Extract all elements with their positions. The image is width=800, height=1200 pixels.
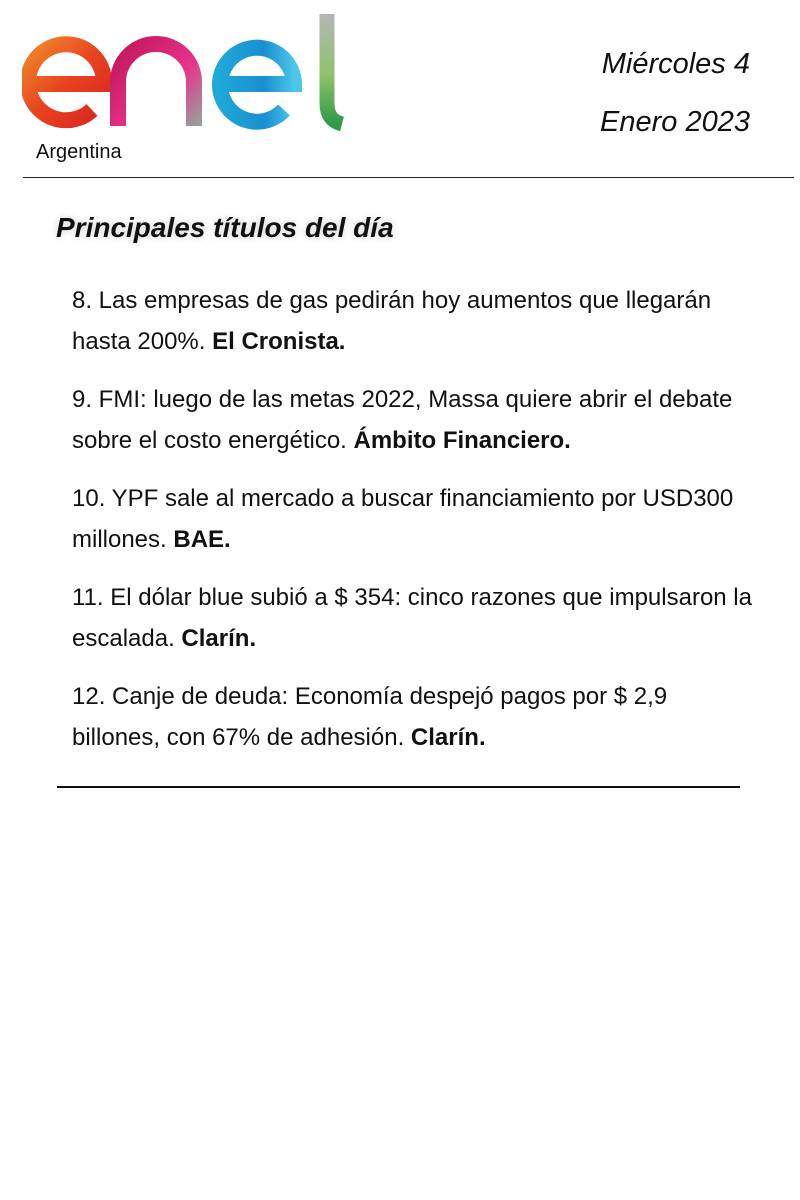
header <box>0 0 800 180</box>
date-month-year: Enero 2023 <box>600 106 750 138</box>
date-weekday: Miércoles 4 <box>601 48 750 80</box>
enel-logo <box>22 8 352 132</box>
news-source: Clarín. <box>181 625 257 652</box>
news-source: Clarín. <box>410 724 486 751</box>
region-label: Argentina <box>36 141 122 163</box>
news-headline: 12. Canje de deuda: Economía despejó pagos por $ 2,9 billones, con 67% de adhesión. <box>72 683 668 751</box>
news-source: El Cronista. <box>212 328 346 355</box>
news-source: BAE. <box>173 526 231 553</box>
header-divider <box>23 177 794 178</box>
news-headline: 10. YPF sale al mercado a buscar financiamiento por USD300 millones. <box>72 485 734 553</box>
news-item <box>72 577 752 659</box>
news-item <box>72 280 752 362</box>
news-list <box>72 280 752 775</box>
news-item <box>72 379 752 461</box>
news-item <box>72 676 752 758</box>
news-headline: 9. FMI: luego de las metas 2022, Massa quiere abrir el debate sobre el costo energético. <box>72 386 733 454</box>
news-headline: 8. Las empresas de gas pedirán hoy aumentos que llegarán hasta 200%. <box>72 287 712 355</box>
section-title: Principales títulos del día <box>56 212 394 243</box>
news-source: Ámbito Financiero. <box>353 427 571 454</box>
news-headline: 11. El dólar blue subió a $ 354: cinco razones que impulsaron la escalada. <box>72 584 752 652</box>
news-item <box>72 478 752 560</box>
bottom-divider <box>57 786 740 788</box>
